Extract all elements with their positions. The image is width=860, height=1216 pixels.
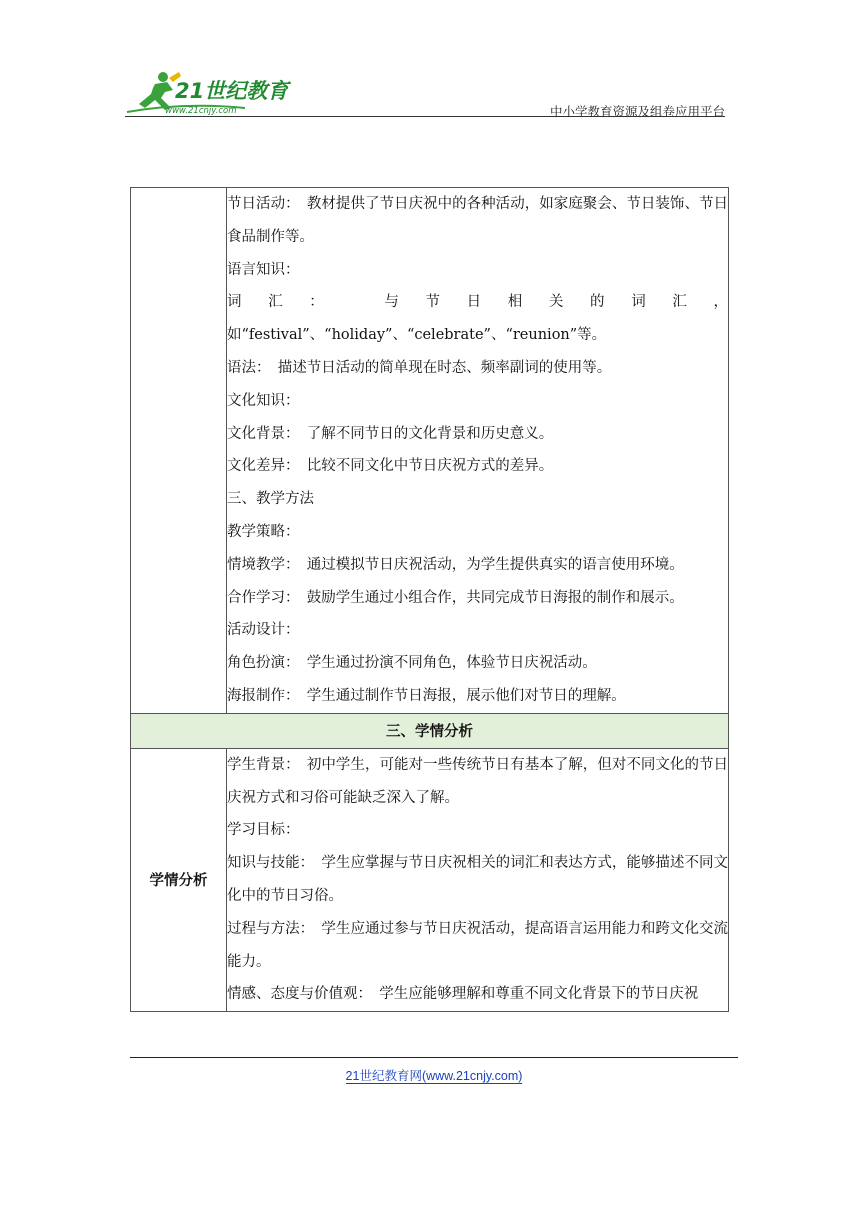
header-platform-title: 中小学教育资源及组卷应用平台 bbox=[549, 104, 725, 119]
header-divider bbox=[125, 116, 725, 117]
paragraph: 文化知识： bbox=[227, 392, 300, 409]
page-header bbox=[125, 68, 725, 118]
brand-logo bbox=[125, 68, 295, 116]
paragraph: 学习目标： bbox=[227, 822, 300, 839]
paragraph: 过程与方法： 学生应通过参与节日庆祝活动，提高语言运用能力和跨文化交流能力。 bbox=[227, 920, 728, 970]
paragraph: 教学策略： bbox=[227, 523, 300, 540]
paragraph: 知识与技能： 学生应掌握与节日庆祝相关的词汇和表达方式，能够描述不同文化中的节日习俗。 bbox=[227, 855, 728, 904]
row-label: 学情分析 bbox=[131, 748, 227, 1011]
paragraph: 学生背景： 初中学生，可能对一些传统节日有基本了解，但对不同文化的节日庆祝方式和习俗可能缺乏深入了解。 bbox=[227, 756, 728, 806]
table-row bbox=[131, 748, 729, 1011]
paragraph: 活动设计： bbox=[227, 622, 300, 639]
footer-link[interactable]: 21世纪教育网(www.21cnjy.com) bbox=[345, 1069, 523, 1083]
paragraph: 合作学习： 鼓励学生通过小组合作，共同完成节日海报的制作和展示。 bbox=[227, 589, 684, 606]
paragraph: 海报制作： 学生通过制作节日海报，展示他们对节日的理解。 bbox=[227, 687, 626, 704]
paragraph: 文化背景： 了解不同节日的文化背景和历史意义。 bbox=[227, 425, 554, 442]
footer-link-container bbox=[130, 1066, 738, 1084]
paragraph: 角色扮演： 学生通过扮演不同角色，体验节日庆祝活动。 bbox=[227, 655, 597, 672]
paragraph: 三、教学方法 bbox=[227, 491, 314, 508]
section-heading: 三、学情分析 bbox=[131, 713, 729, 748]
table-row bbox=[131, 188, 729, 714]
paragraph: 节日活动： 教材提供了节日庆祝中的各种活动，如家庭聚会、节日装饰、节日食品制作等。 bbox=[227, 196, 728, 245]
content-table bbox=[130, 187, 729, 1012]
logo-url: www.21cnjy.com bbox=[165, 106, 237, 116]
paragraph: 文化差异： 比较不同文化中节日庆祝方式的差异。 bbox=[227, 458, 554, 475]
paragraph: 情感、态度与价值观： 学生应能够理解和尊重不同文化背景下的节日庆祝 bbox=[227, 986, 699, 1003]
paragraph: 词汇： 与节日相关的词汇，如“festival”、“holiday”、“celebrate”、“reunion”等。 bbox=[227, 294, 728, 344]
left-label-cell bbox=[131, 188, 227, 714]
paragraph: 语言知识： bbox=[227, 261, 300, 278]
content-cell bbox=[227, 188, 729, 714]
paragraph: 语法： 描述节日活动的简单现在时态、频率副词的使用等。 bbox=[227, 359, 612, 376]
content-cell bbox=[227, 748, 729, 1011]
section-heading-row bbox=[131, 713, 729, 748]
paragraph: 情境教学： 通过模拟节日庆祝活动，为学生提供真实的语言使用环境。 bbox=[227, 556, 684, 573]
logo-text: 21世纪教育 bbox=[175, 79, 289, 103]
footer-divider bbox=[130, 1057, 738, 1058]
